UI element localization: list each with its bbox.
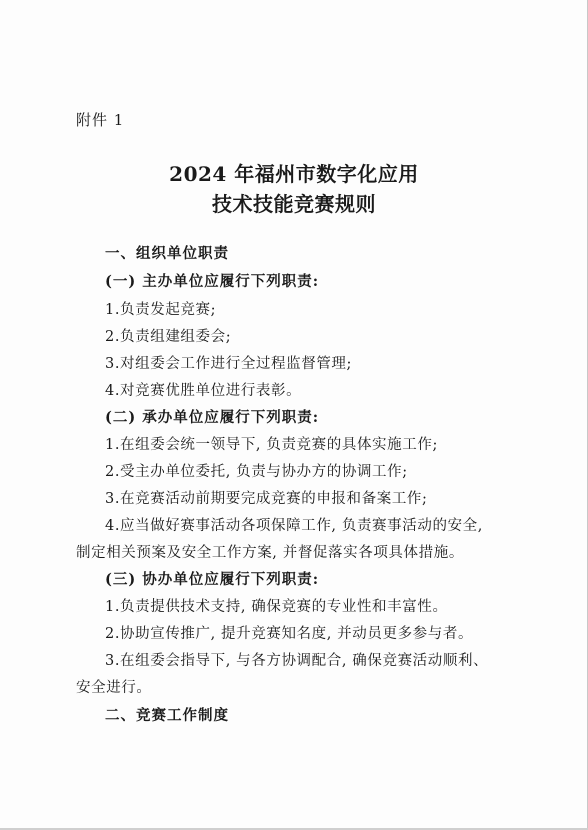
paragraph-line: 2.负责组建组委会;: [105, 329, 232, 345]
paragraph-line: 3.在组委会指导下, 与各方协调配合, 确保竞赛活动顺利、: [105, 653, 489, 669]
paragraph-line: 2.协助宣传推广, 提升竞赛知名度, 并动员更多参与者。: [105, 626, 474, 642]
paragraph-line: 1.在组委会统一领导下, 负责竞赛的具体实施工作;: [105, 437, 438, 453]
paragraph-line: 3.对组委会工作进行全过程监督管理;: [105, 356, 353, 372]
paragraph-line: 4.对竞赛优胜单位进行表彰。: [105, 383, 302, 399]
paragraph-line: 制定相关预案及安全工作方案, 并督促落实各项具体措施。: [76, 545, 464, 561]
subsection-heading-2: (二) 承办单位应履行下列职责:: [105, 409, 320, 426]
subsection-heading-3: (三) 协办单位应履行下列职责:: [105, 571, 320, 588]
document-title-line-2: 技术技能竞赛规则: [212, 192, 376, 216]
paragraph-line: 安全进行。: [76, 680, 152, 696]
paragraph-line: 4.应当做好赛事活动各项保障工作, 负责赛事活动的安全,: [105, 518, 483, 534]
attachment-label: 附件 1: [76, 111, 125, 129]
subsection-heading-1: (一) 主办单位应履行下列职责:: [105, 273, 320, 290]
document-title-line-1: 2024 年福州市数字化应用: [169, 162, 419, 186]
paragraph-line: 2.受主办单位委托, 负责与协办方的协调工作;: [105, 464, 408, 480]
section-heading-2: 二、竞赛工作制度: [105, 708, 229, 724]
paragraph-line: 3.在竞赛活动前期要完成竞赛的申报和备案工作;: [105, 491, 428, 507]
section-heading-1: 一、组织单位职责: [105, 246, 229, 262]
paragraph-line: 1.负责发起竞赛;: [105, 302, 217, 318]
paragraph-line: 1.负责提供技术支持, 确保竞赛的专业性和丰富性。: [105, 599, 448, 615]
